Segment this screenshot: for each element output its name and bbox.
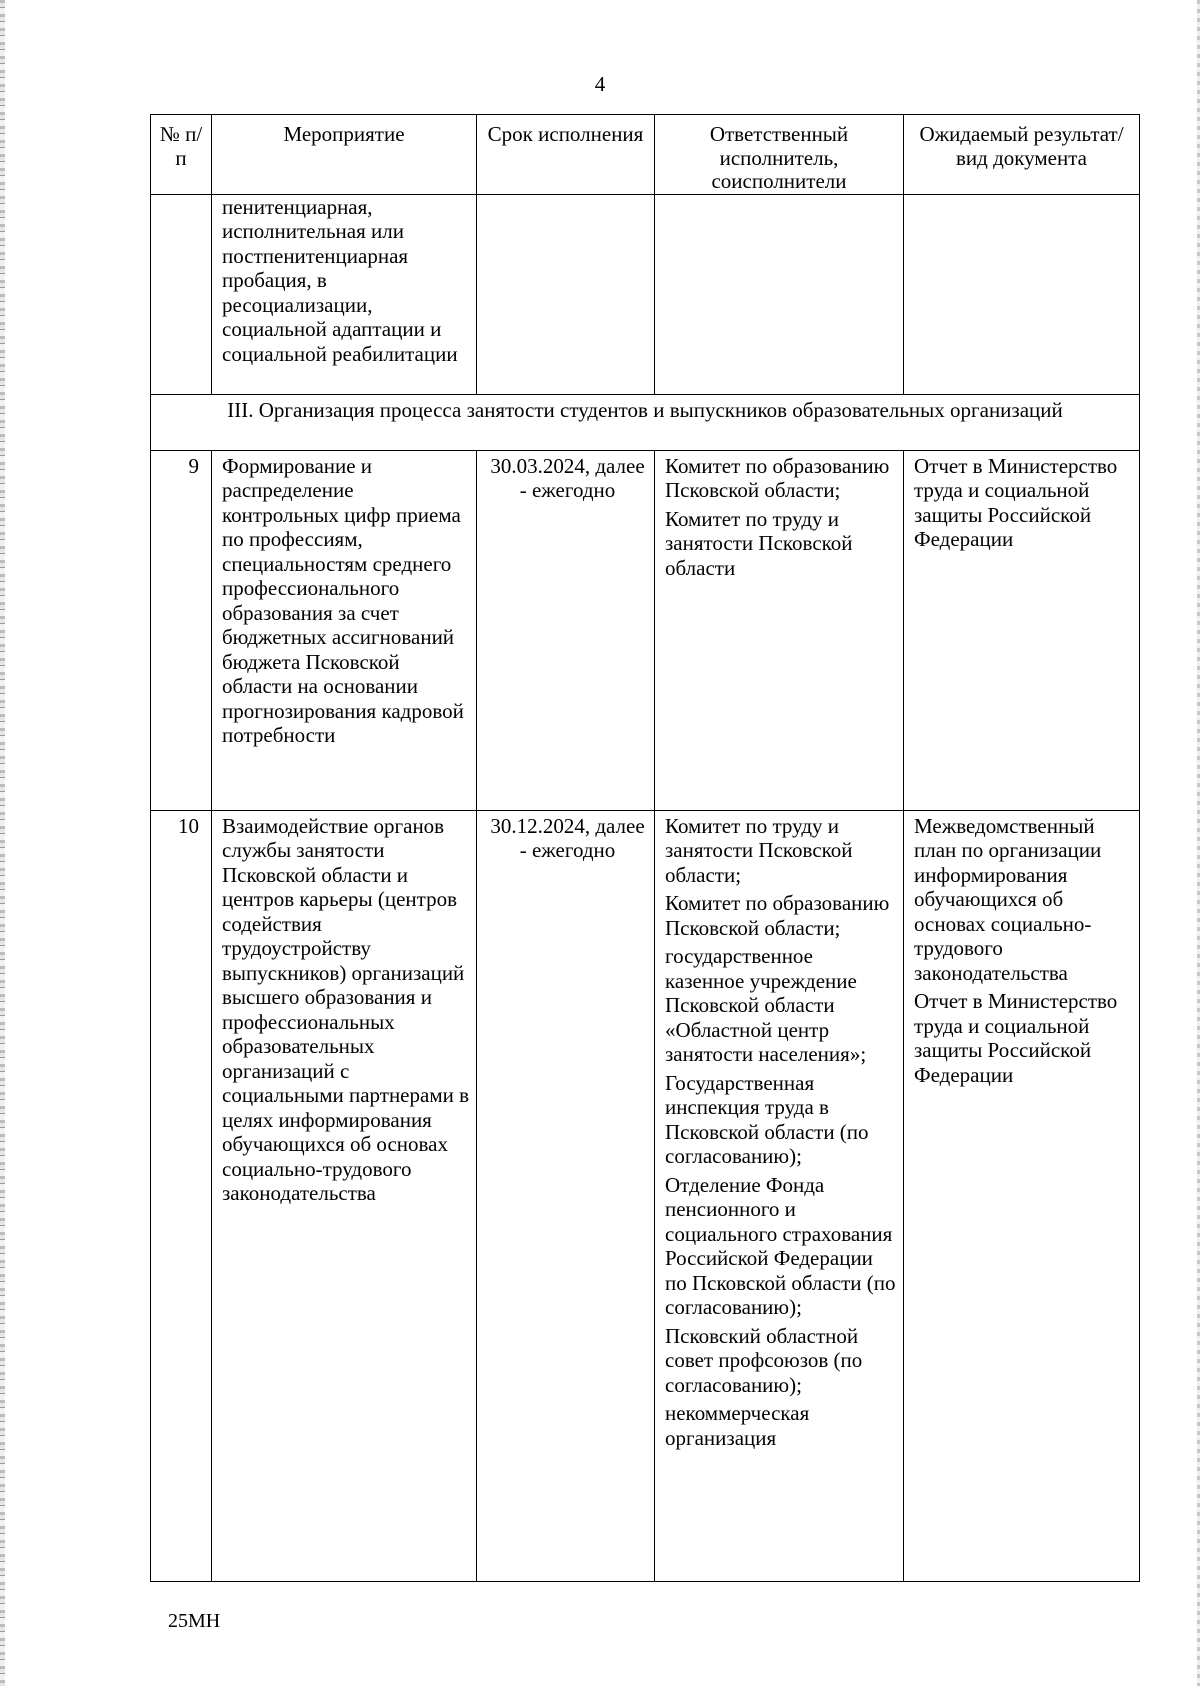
cell-deadline (477, 194, 655, 394)
cell-num: 10 (151, 810, 212, 1581)
cell-activity: пенитенциарная, исполнительная или постпенитенциарная пробация, в ресоциализации, социальной адаптации и социальной реабилитации (212, 194, 477, 394)
cell-deadline: 30.03.2024, далее - ежегодно (477, 450, 655, 810)
responsible-item: Комитет по образованию Псковской области; (665, 453, 890, 502)
cell-num (151, 194, 212, 394)
responsible-item: Комитет по труду и занятости Псковской области (665, 506, 853, 580)
responsible-item: Комитет по образованию Псковской области; (665, 891, 890, 940)
table-row-continuation (151, 194, 1140, 394)
header-responsible: Ответственный исполнитель, соисполнители (655, 115, 904, 195)
cell-num: 9 (151, 450, 212, 810)
result-item: Отчет в Министерство труда и социальной защиты Российской Федерации (914, 453, 1118, 551)
cell-responsible (655, 810, 904, 1581)
cell-deadline: 30.12.2024, далее - ежегодно (477, 810, 655, 1581)
cell-result (904, 194, 1140, 394)
cell-responsible (655, 194, 904, 394)
table-header-row (151, 115, 1140, 195)
document-code: 25МН (168, 1610, 221, 1632)
result-item: Межведомственный план по организации информирования обучающихся об основах социально-трудового законодательства (914, 813, 1102, 985)
header-activity: Мероприятие (212, 115, 477, 195)
section-row (151, 394, 1140, 450)
responsible-item: Комитет по труду и занятости Псковской области; (665, 813, 853, 887)
plan-table (150, 114, 1140, 1582)
table-row (151, 810, 1140, 1581)
header-num: № п/п (151, 115, 212, 195)
scan-edge-left (0, 0, 5, 1686)
responsible-item: Отделение Фонда пенсионного и социального страхования Российской Федерации по Псковской области (по согласованию); (665, 1172, 896, 1319)
table-row (151, 450, 1140, 810)
page-number: 4 (594, 72, 606, 96)
cell-responsible (655, 450, 904, 810)
cell-result (904, 450, 1140, 810)
result-item: Отчет в Министерство труда и социальной защиты Российской Федерации (914, 989, 1118, 1087)
cell-activity: Взаимодействие органов службы занятости Псковской области и центров карьеры (центров содействия трудоустройству выпускников) организаций высшего образования и профессиональных образовательных организаций с социальными партнерами в целях информирования обучающихся об основах социально-трудового законодательства (212, 810, 477, 1581)
responsible-item: некоммерческая организация (665, 1401, 810, 1450)
cell-activity: Формирование и распределение контрольных цифр приема по профессиям, специальностям среднего профессионального образования за счет бюджетных ассигнований бюджета Псковской области на основании прогнозирования кадровой потребности (212, 450, 477, 810)
header-result: Ожидаемый результат/вид документа (904, 115, 1140, 195)
section-title: III. Организация процесса занятости студентов и выпускников образовательных организаций (151, 394, 1140, 450)
responsible-item: Псковский областной совет профсоюзов (по согласованию); (665, 1323, 863, 1397)
cell-result (904, 810, 1140, 1581)
responsible-item: Государственная инспекция труда в Псковской области (по согласованию); (665, 1070, 869, 1168)
header-deadline: Срок исполнения (477, 115, 655, 195)
responsible-item: государственное казенное учреждение Псковской области «Областной центр занятости населения»; (665, 944, 867, 1066)
